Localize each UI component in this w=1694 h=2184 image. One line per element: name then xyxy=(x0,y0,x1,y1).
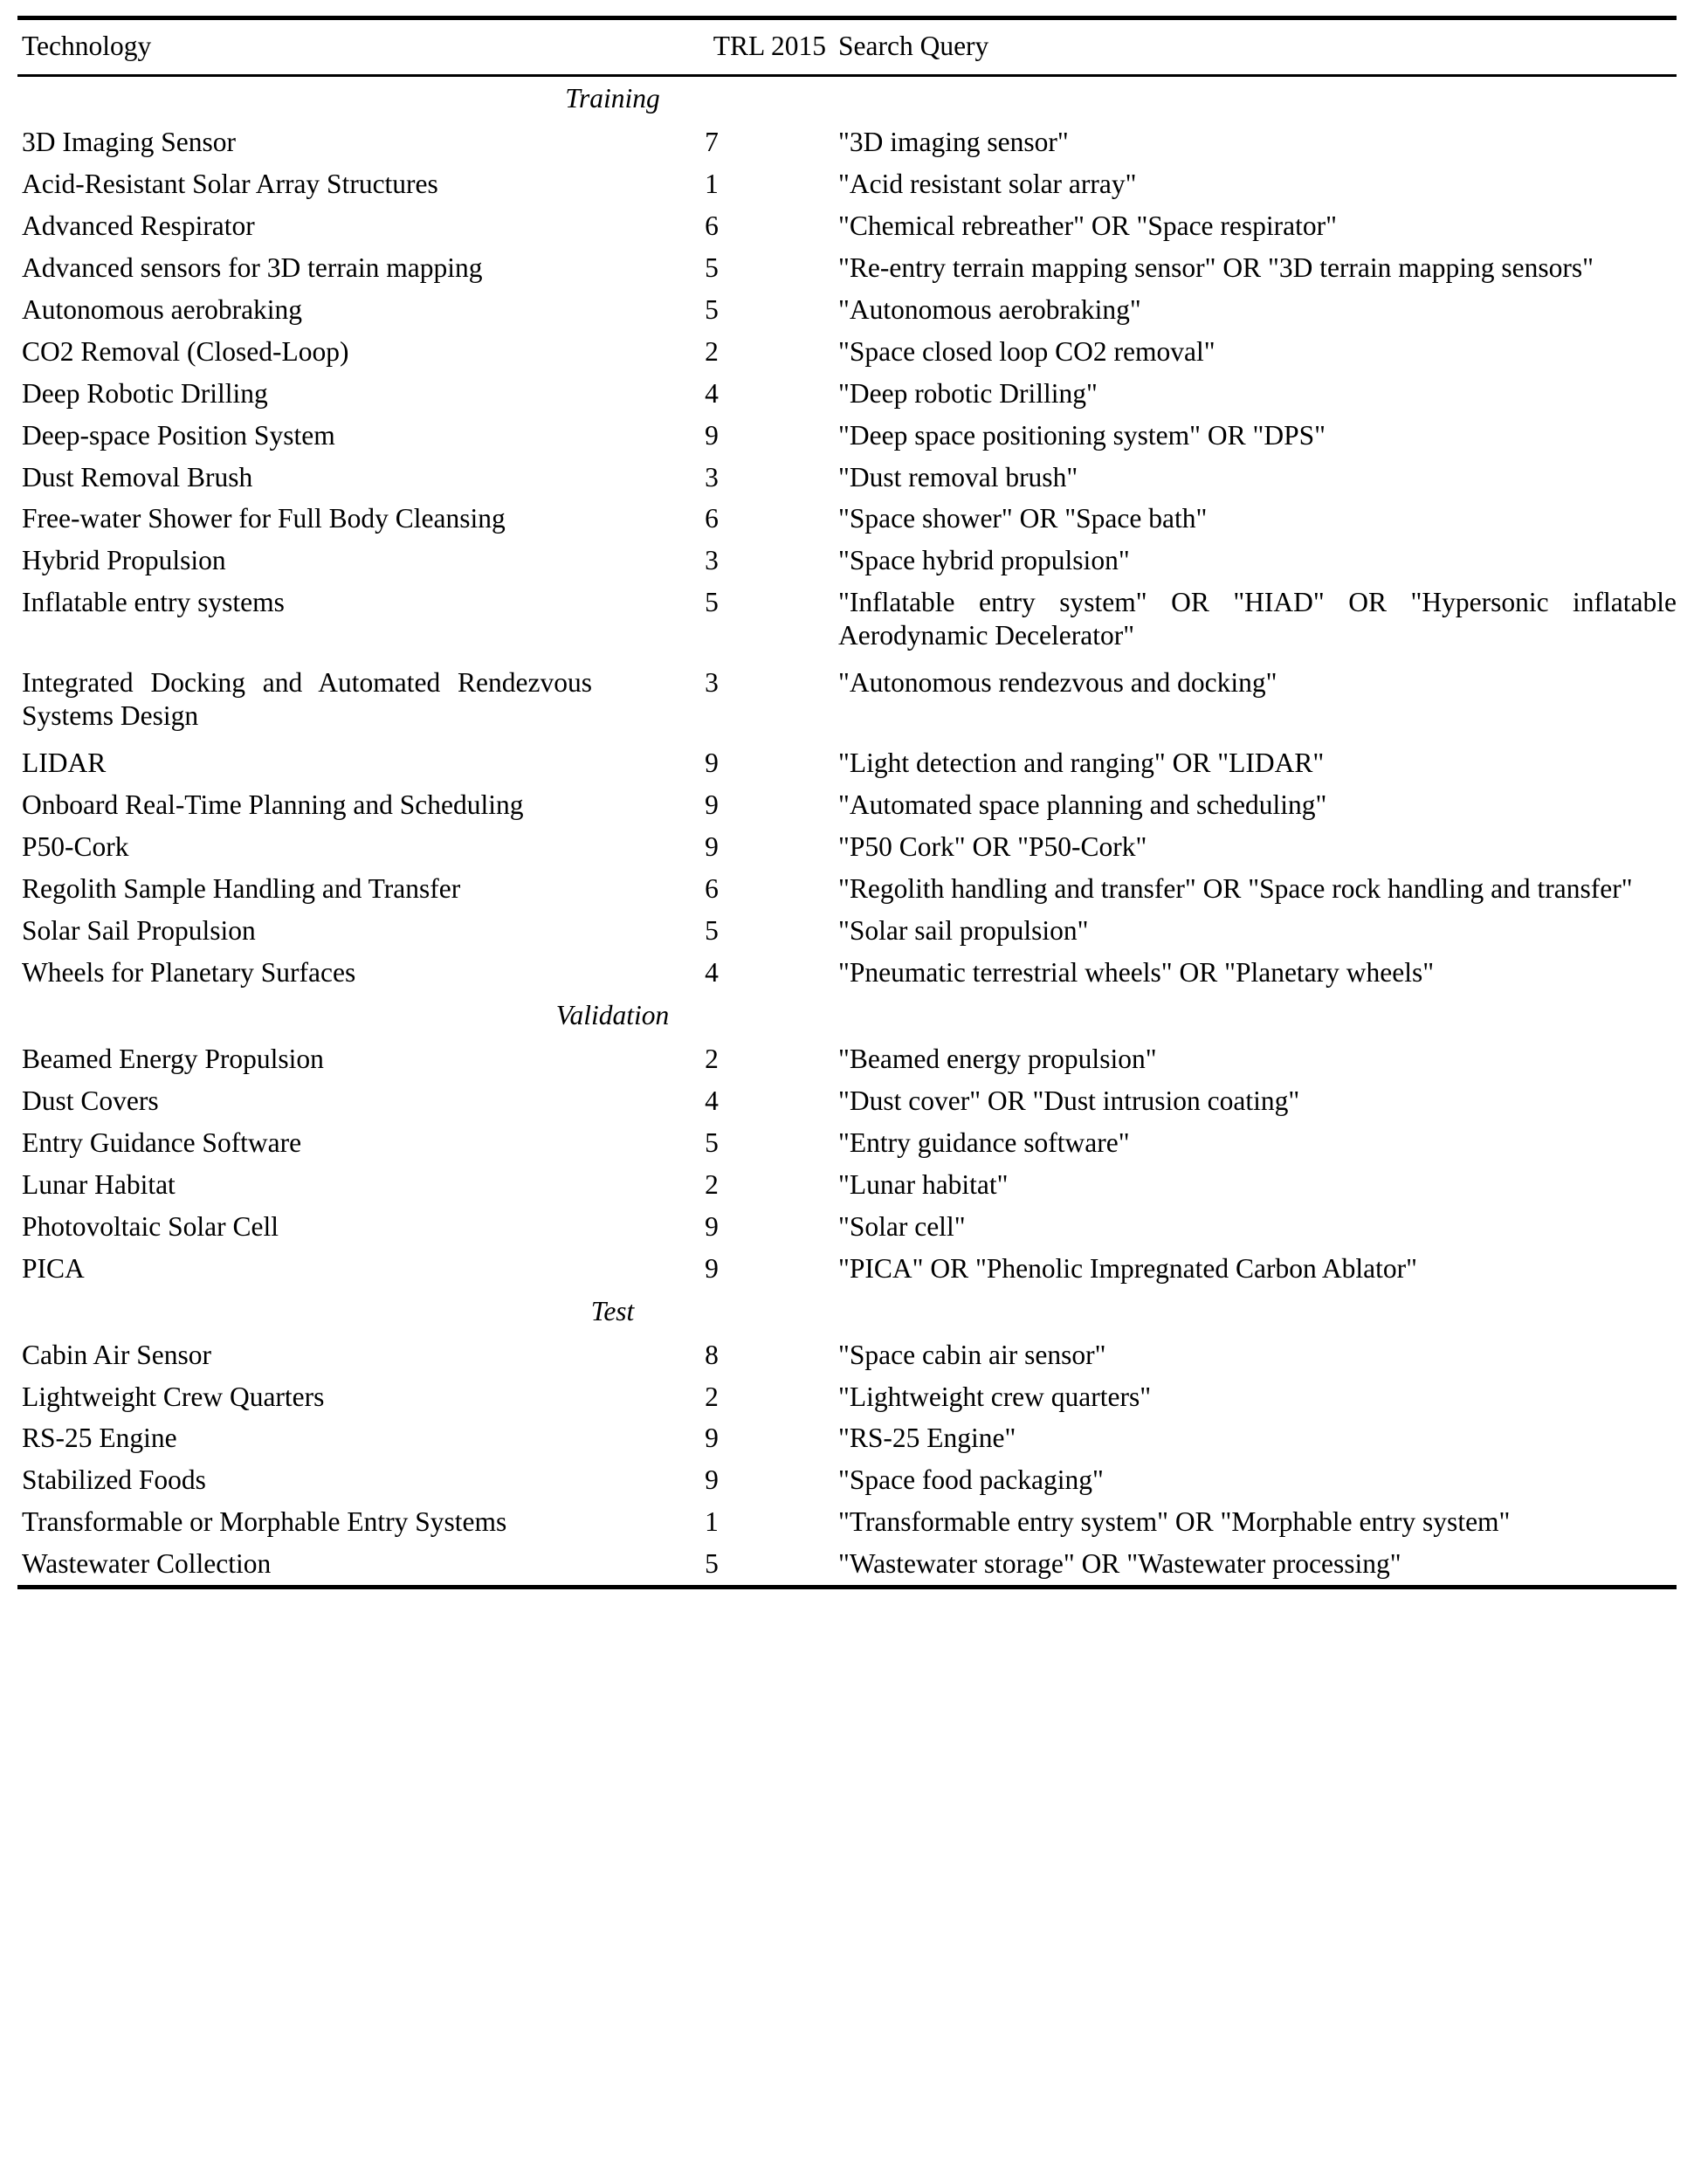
table-row xyxy=(17,1248,1677,1290)
cell-technology: Wheels for Planetary Surfaces xyxy=(22,956,356,988)
table-row xyxy=(17,662,1677,742)
cell-trl-2015: 9 xyxy=(705,1464,719,1496)
table-section-cell xyxy=(17,994,1677,1038)
cell-trl-2015: 7 xyxy=(705,126,719,157)
cell-trl-2015: 6 xyxy=(705,210,719,241)
cell-search-query: "Lunar habitat" xyxy=(838,1168,1009,1200)
cell-trl-2015: 3 xyxy=(705,667,719,699)
cell-trl-2015: 2 xyxy=(705,335,719,367)
table-row xyxy=(17,1501,1677,1543)
cell-technology: Free-water Shower for Full Body Cleansing xyxy=(22,503,506,534)
cell-search-query: "Space closed loop CO2 removal" xyxy=(838,335,1215,367)
cell-technology: Onboard Real-Time Planning and Scheduling xyxy=(22,789,524,821)
table-section-row xyxy=(17,1290,1677,1334)
table-row xyxy=(17,910,1677,952)
cell-search-query: "PICA" OR "Phenolic Impregnated Carbon Ablator" xyxy=(838,1252,1417,1284)
cell-search-query: "Lightweight crew quarters" xyxy=(838,1381,1152,1412)
cell-trl-2015: 8 xyxy=(705,1339,719,1370)
cell-technology: Solar Sail Propulsion xyxy=(22,915,256,947)
table-row xyxy=(17,1122,1677,1164)
cell-search-query: "Re-entry terrain mapping sensor" OR "3D terrain mapping sensors" xyxy=(838,251,1594,283)
cell-search-query: "Inflatable entry system" OR "HIAD" OR "Hypersonic inflatable Aerodynamic Decelerator" xyxy=(838,587,1677,651)
table-row xyxy=(17,826,1677,868)
table-row xyxy=(17,784,1677,826)
column-header-trl-2015: TRL 2015 xyxy=(713,31,826,61)
column-header-technology: Technology xyxy=(22,31,152,61)
table-row xyxy=(17,1459,1677,1501)
table-section-row xyxy=(17,994,1677,1038)
table-row xyxy=(17,121,1677,163)
table-row xyxy=(17,742,1677,784)
table-row xyxy=(17,540,1677,582)
cell-technology: Deep Robotic Drilling xyxy=(22,377,268,409)
table-section-cell xyxy=(17,1290,1677,1334)
cell-technology: Stabilized Foods xyxy=(22,1464,206,1496)
cell-search-query: "Dust removal brush" xyxy=(838,461,1078,493)
cell-trl-2015: 9 xyxy=(705,748,719,779)
cell-trl-2015: 5 xyxy=(705,1548,719,1580)
cell-trl-2015: 9 xyxy=(705,419,719,451)
cell-search-query: "Beamed energy propulsion" xyxy=(838,1043,1157,1074)
cell-search-query: "Space cabin air sensor" xyxy=(838,1339,1106,1370)
cell-trl-2015: 9 xyxy=(705,1423,719,1454)
cell-technology: LIDAR xyxy=(22,748,107,779)
cell-trl-2015: 5 xyxy=(705,1126,719,1158)
cell-search-query: "Automated space planning and scheduling" xyxy=(838,789,1327,821)
table-row xyxy=(17,1376,1677,1418)
cell-trl-2015: 3 xyxy=(705,545,719,576)
table-row xyxy=(17,373,1677,415)
cell-search-query: "Acid resistant solar array" xyxy=(838,168,1137,199)
table-row xyxy=(17,205,1677,247)
cell-technology: Integrated Docking and Automated Rendezvous Systems Design xyxy=(22,667,592,732)
cell-trl-2015: 2 xyxy=(705,1168,719,1200)
table-row xyxy=(17,582,1677,662)
cell-search-query: "Entry guidance software" xyxy=(838,1126,1130,1158)
cell-technology: Beamed Energy Propulsion xyxy=(22,1043,324,1074)
cell-technology: Autonomous aerobraking xyxy=(22,293,303,325)
cell-search-query: "Regolith handling and transfer" OR "Space rock handling and transfer" xyxy=(838,873,1633,905)
cell-trl-2015: 6 xyxy=(705,503,719,534)
cell-trl-2015: 5 xyxy=(705,293,719,325)
cell-technology: P50-Cork xyxy=(22,831,129,863)
table-row xyxy=(17,868,1677,910)
cell-technology: Entry Guidance Software xyxy=(22,1126,302,1158)
cell-trl-2015: 9 xyxy=(705,831,719,863)
cell-technology: Lightweight Crew Quarters xyxy=(22,1381,325,1412)
cell-technology: Transformable or Morphable Entry Systems xyxy=(22,1506,507,1538)
table-row xyxy=(17,289,1677,331)
cell-trl-2015: 3 xyxy=(705,461,719,493)
cell-search-query: "Autonomous rendezvous and docking" xyxy=(838,667,1277,699)
table-section-row xyxy=(17,77,1677,121)
table-section-cell xyxy=(17,77,1677,121)
cell-trl-2015: 4 xyxy=(705,377,719,409)
cell-search-query: "Transformable entry system" OR "Morphable entry system" xyxy=(838,1506,1511,1538)
table-row xyxy=(17,331,1677,373)
table-header-row xyxy=(17,20,1677,74)
cell-search-query: "Solar sail propulsion" xyxy=(838,915,1089,947)
cell-trl-2015: 9 xyxy=(705,1252,719,1284)
cell-trl-2015: 9 xyxy=(705,1210,719,1242)
cell-technology: CO2 Removal (Closed-Loop) xyxy=(22,335,349,367)
section-label-test: Test xyxy=(590,1295,635,1326)
cell-search-query: "Autonomous aerobraking" xyxy=(838,293,1141,325)
cell-search-query: "Deep robotic Drilling" xyxy=(838,377,1098,409)
table-row xyxy=(17,1206,1677,1248)
cell-technology: Hybrid Propulsion xyxy=(22,545,226,576)
cell-trl-2015: 5 xyxy=(705,251,719,283)
table-row xyxy=(17,247,1677,289)
table-body xyxy=(17,77,1677,1585)
cell-technology: Regolith Sample Handling and Transfer xyxy=(22,873,461,905)
cell-trl-2015: 4 xyxy=(705,956,719,988)
cell-search-query: "Pneumatic terrestrial wheels" OR "Planetary wheels" xyxy=(838,956,1435,988)
cell-trl-2015: 2 xyxy=(705,1381,719,1412)
table-row xyxy=(17,415,1677,457)
cell-technology: Photovoltaic Solar Cell xyxy=(22,1210,279,1242)
cell-trl-2015: 5 xyxy=(705,915,719,947)
section-label-training: Training xyxy=(565,82,660,114)
cell-search-query: "P50 Cork" OR "P50-Cork" xyxy=(838,831,1147,863)
cell-technology: Cabin Air Sensor xyxy=(22,1339,211,1370)
cell-technology: Lunar Habitat xyxy=(22,1168,176,1200)
cell-search-query: "Light detection and ranging" OR "LIDAR" xyxy=(838,748,1325,779)
table-row xyxy=(17,1543,1677,1585)
cell-technology: Advanced sensors for 3D terrain mapping xyxy=(22,251,483,283)
cell-trl-2015: 1 xyxy=(705,1506,719,1538)
cell-search-query: "Space food packaging" xyxy=(838,1464,1104,1496)
cell-technology: Dust Removal Brush xyxy=(22,461,253,493)
cell-trl-2015: 9 xyxy=(705,789,719,821)
cell-technology: 3D Imaging Sensor xyxy=(22,126,236,157)
table-row xyxy=(17,163,1677,205)
cell-trl-2015: 5 xyxy=(705,587,719,618)
cell-search-query: "RS-25 Engine" xyxy=(838,1423,1016,1454)
cell-trl-2015: 2 xyxy=(705,1043,719,1074)
cell-search-query: "Wastewater storage" OR "Wastewater processing" xyxy=(838,1548,1401,1580)
table-row xyxy=(17,457,1677,499)
table-row xyxy=(17,952,1677,994)
table-row xyxy=(17,1334,1677,1376)
table-row xyxy=(17,498,1677,540)
technology-trl-table-container xyxy=(17,16,1677,1589)
cell-search-query: "Space shower" OR "Space bath" xyxy=(838,503,1208,534)
technology-trl-table xyxy=(17,20,1677,1585)
cell-search-query: "Chemical rebreather" OR "Space respirator" xyxy=(838,210,1337,241)
cell-technology: PICA xyxy=(22,1252,85,1284)
table-bottom-rule xyxy=(17,1585,1677,1589)
cell-trl-2015: 6 xyxy=(705,873,719,905)
cell-technology: Advanced Respirator xyxy=(22,210,255,241)
cell-technology: RS-25 Engine xyxy=(22,1423,177,1454)
table-row xyxy=(17,1080,1677,1122)
section-label-validation: Validation xyxy=(555,999,670,1030)
cell-technology: Dust Covers xyxy=(22,1085,159,1116)
cell-search-query: "Solar cell" xyxy=(838,1210,966,1242)
table-row xyxy=(17,1164,1677,1206)
cell-technology: Acid-Resistant Solar Array Structures xyxy=(22,168,438,199)
cell-search-query: "Deep space positioning system" OR "DPS" xyxy=(838,419,1326,451)
table-row xyxy=(17,1038,1677,1080)
table-header xyxy=(17,20,1677,77)
cell-search-query: "Dust cover" OR "Dust intrusion coating" xyxy=(838,1085,1300,1116)
cell-search-query: "Space hybrid propulsion" xyxy=(838,545,1130,576)
cell-technology: Wastewater Collection xyxy=(22,1548,272,1580)
cell-technology: Inflatable entry systems xyxy=(22,587,285,618)
cell-technology: Deep-space Position System xyxy=(22,419,335,451)
cell-search-query: "3D imaging sensor" xyxy=(838,126,1069,157)
cell-trl-2015: 4 xyxy=(705,1085,719,1116)
cell-trl-2015: 1 xyxy=(705,168,719,199)
column-header-search-query: Search Query xyxy=(838,31,989,61)
table-row xyxy=(17,1417,1677,1459)
